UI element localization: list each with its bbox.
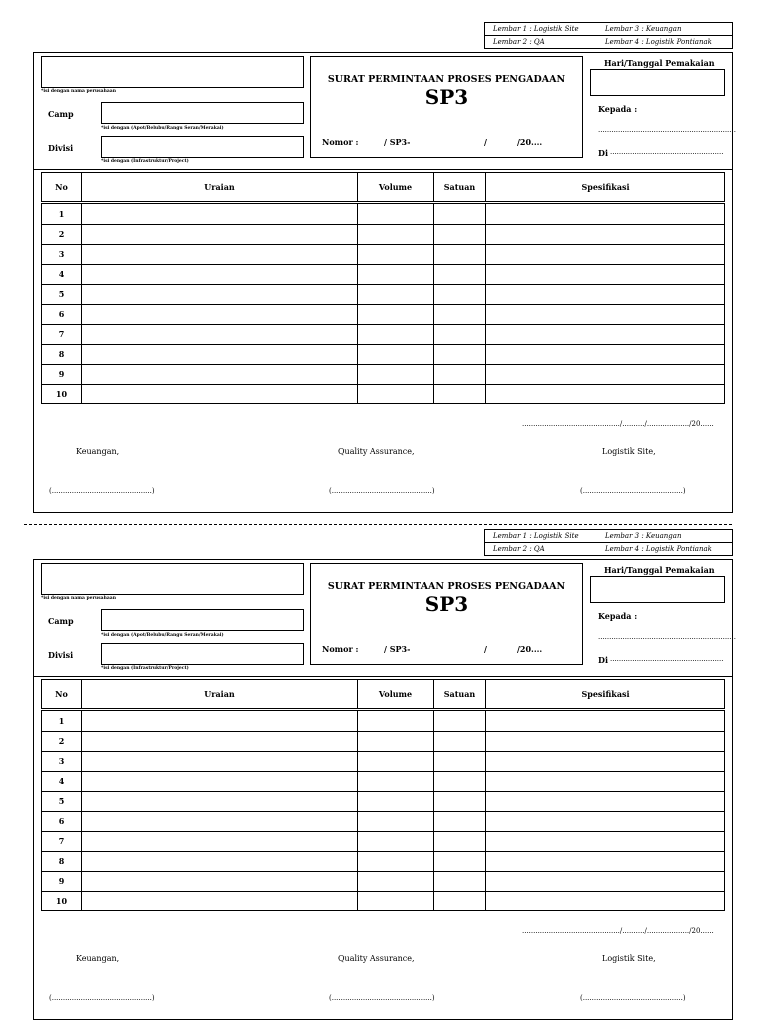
col-uraian: Uraian [204,689,235,699]
divisi-note: *isi dengan (Infrastruktur/Project) [101,666,189,671]
table-row-number: 9 [58,876,65,886]
company-name-field[interactable] [41,56,304,88]
lembar-3: Lembar 3 : Keuangan [605,532,682,540]
col-volume: Volume [378,182,413,192]
table-body [41,710,725,911]
camp-label: Camp [48,616,74,626]
signature-blank-qa: (.............................................) [329,994,435,1002]
table-row-number: 8 [58,349,65,359]
divisi-label: Divisi [48,650,74,660]
sign-logistik: Logistik Site, [602,954,656,963]
table-row-number: 5 [58,796,65,806]
lembar-3: Lembar 3 : Keuangan [605,25,682,33]
sign-keuangan: Keuangan, [76,954,120,963]
company-name-field[interactable] [41,563,304,595]
table-row-number: 5 [58,289,65,299]
signature-blank-logistik: (.............................................) [580,994,686,1002]
table-row-number: 4 [58,776,65,786]
camp-note: *isi dengan (Apot/Belubu/Rangu Seran/Merakai) [101,633,224,638]
form-copy-1 [0,0,768,507]
divisi-note: *isi dengan (Infrastruktur/Project) [101,159,189,164]
table-row-number: 10 [55,896,68,906]
signature-blank-logistik: (.............................................) [580,487,686,495]
nomor-separator: / [484,137,487,147]
lembar-legend [484,22,733,49]
lembar-2: Lembar 2 : QA [493,545,545,553]
company-note: *isi dengan nama perusahaan [41,596,116,601]
sign-qa: Quality Assurance, [338,447,415,456]
di-dots: ................................................... [610,655,724,663]
table-row-number: 9 [58,369,65,379]
form-code: SP3 [424,85,469,109]
col-satuan: Satuan [443,182,476,192]
table-row-number: 4 [58,269,65,279]
table-row-number: 7 [58,836,65,846]
sign-keuangan: Keuangan, [76,447,120,456]
sign-qa: Quality Assurance, [338,954,415,963]
di-label: Di [598,655,608,665]
hari-tanggal-field[interactable] [590,576,725,603]
form-code: SP3 [424,592,469,616]
table-header [41,172,725,202]
nomor-prefix: / SP3- [384,137,411,147]
sign-logistik: Logistik Site, [602,447,656,456]
di-label: Di [598,148,608,158]
table-row-number: 3 [58,249,65,259]
di-dots: ................................................... [610,148,724,156]
hari-tanggal-field[interactable] [590,69,725,96]
table-header [41,679,725,709]
company-note: *isi dengan nama perusahaan [41,89,116,94]
col-no: No [55,182,68,192]
nomor-year: /20.... [517,137,543,147]
table-row-number: 8 [58,856,65,866]
col-volume: Volume [378,689,413,699]
signature-blank-keuangan: (.............................................) [49,487,155,495]
title-box [310,563,583,665]
form-title: SURAT PERMINTAAN PROSES PENGADAAN [327,74,566,85]
signature-blank-qa: (.............................................) [329,487,435,495]
table-row-number: 2 [58,736,65,746]
lembar-4: Lembar 4 : Logistik Pontianak [605,38,712,46]
camp-note: *isi dengan (Apot/Belubu/Rangu Seran/Merakai) [101,126,224,131]
hari-tanggal-label: Hari/Tanggal Pemakaian [604,58,715,68]
lembar-legend [484,529,733,556]
kepada-label: Kepada : [598,104,638,114]
nomor-separator: / [484,644,487,654]
kepada-dots: .............................................................. [598,126,736,134]
table-row-number: 6 [58,309,65,319]
col-spesifikasi: Spesifikasi [581,182,630,192]
lembar-4: Lembar 4 : Logistik Pontianak [605,545,712,553]
lembar-1: Lembar 1 : Logistik Site [493,25,579,33]
date-line: ............................................/........../.................../20...... [522,927,714,935]
title-box [310,56,583,158]
lembar-1: Lembar 1 : Logistik Site [493,532,579,540]
form-copy-2 [0,507,768,1014]
lembar-2: Lembar 2 : QA [493,38,545,46]
table-row-number: 1 [58,209,65,219]
table-row-number: 1 [58,716,65,726]
camp-field[interactable] [101,102,304,124]
table-row-number: 2 [58,229,65,239]
date-line: ............................................/........../.................../20...... [522,420,714,428]
camp-label: Camp [48,109,74,119]
table-body [41,203,725,404]
nomor-label: Nomor : [322,137,359,147]
kepada-dots: .............................................................. [598,633,736,641]
col-uraian: Uraian [204,182,235,192]
kepada-label: Kepada : [598,611,638,621]
hari-tanggal-label: Hari/Tanggal Pemakaian [604,565,715,575]
signature-blank-keuangan: (.............................................) [49,994,155,1002]
divisi-field[interactable] [101,643,304,665]
camp-field[interactable] [101,609,304,631]
col-satuan: Satuan [443,689,476,699]
table-row-number: 10 [55,389,68,399]
col-spesifikasi: Spesifikasi [581,689,630,699]
table-row-number: 6 [58,816,65,826]
divisi-field[interactable] [101,136,304,158]
nomor-label: Nomor : [322,644,359,654]
nomor-year: /20.... [517,644,543,654]
col-no: No [55,689,68,699]
table-row-number: 7 [58,329,65,339]
form-title: SURAT PERMINTAAN PROSES PENGADAAN [327,581,566,592]
divisi-label: Divisi [48,143,74,153]
table-row-number: 3 [58,756,65,766]
nomor-prefix: / SP3- [384,644,411,654]
